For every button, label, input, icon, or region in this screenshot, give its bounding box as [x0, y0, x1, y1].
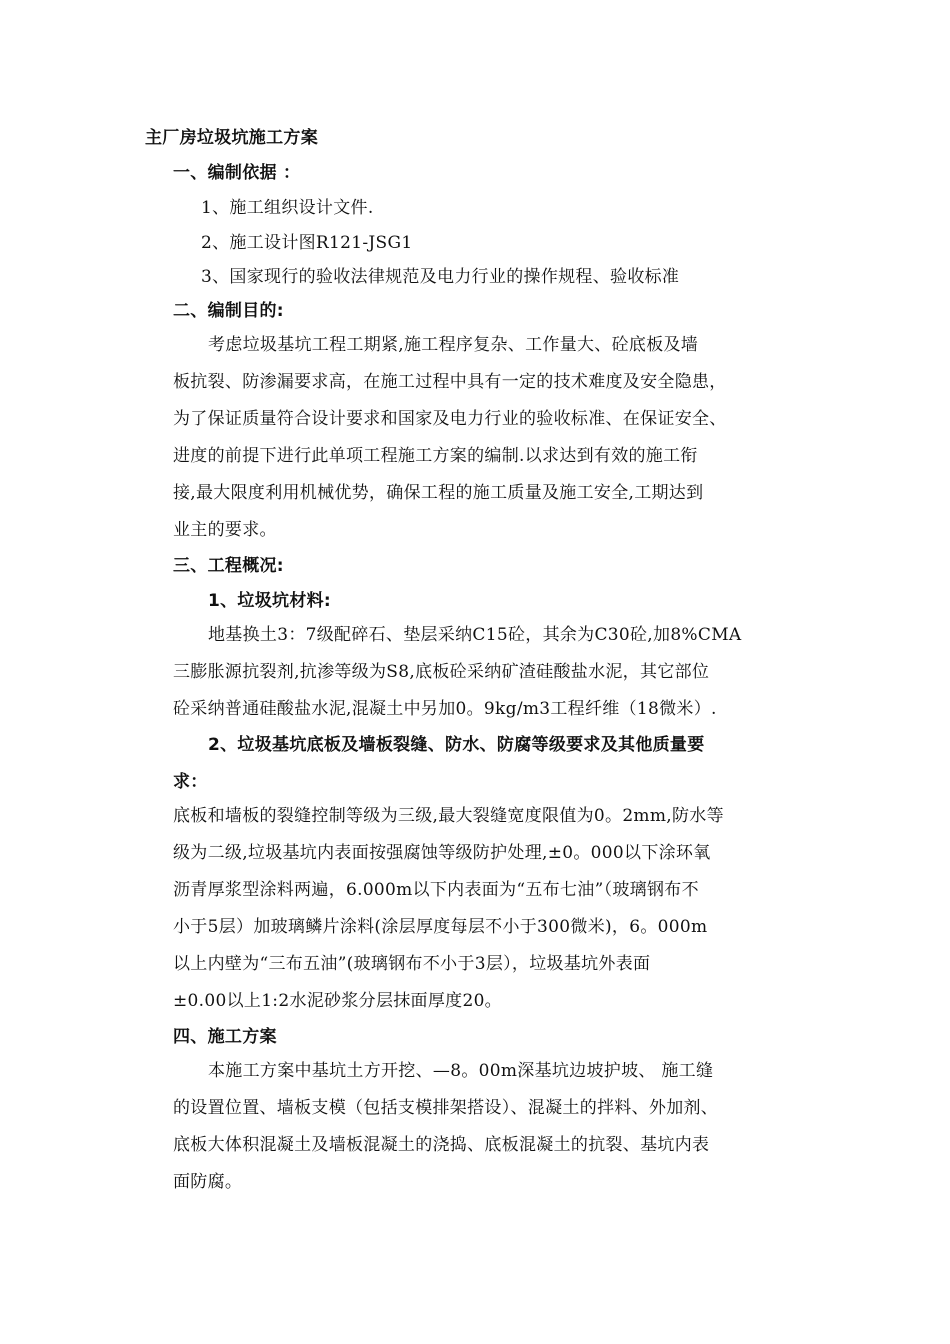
section3-sub1-line: 砼采纳普通硅酸盐水泥,混凝土中另加0。9kg/m3工程纤维（18微米）. — [173, 699, 717, 719]
section3-sub2-line: 底板和墙板的裂缝控制等级为三级,最大裂缝宽度限值为0。2mm,防水等 — [173, 806, 724, 826]
section2-line: 业主的要求。 — [173, 520, 277, 540]
section4-line: 底板大体积混凝土及墙板混凝土的浇捣、底板混凝土的抗裂、基坑内表 — [173, 1135, 710, 1155]
section3-sub2-heading-cont: 求： — [173, 772, 208, 792]
section2-line: 考虑垃圾基坑工程工期紧,施工程序复杂、工作量大、砼底板及墙 — [208, 335, 699, 355]
section3-heading: 三、工程概况: — [173, 556, 284, 576]
section3-sub1-heading: 1、垃圾坑材料: — [208, 591, 332, 611]
section2-line: 接,最大限度利用机械优势，确保工程的施工质量及施工安全,工期达到 — [173, 483, 704, 503]
section4-line: 面防腐。 — [173, 1172, 243, 1192]
section2-line: 进度的前提下进行此单项工程施工方案的编制.以求达到有效的施工衔 — [173, 446, 698, 466]
section2-heading: 二、编制目的: — [173, 301, 284, 321]
section3-sub1-line: 三膨胀源抗裂剂,抗渗等级为S8,底板砼采纳矿渣硅酸盐水泥，其它部位 — [173, 662, 710, 682]
section3-sub2-line: 沥青厚浆型涂料两遍，6.000m以下内表面为“五布七油”（玻璃钢布不 — [173, 880, 699, 900]
section3-sub2-line: 小于5层）加玻璃鳞片涂料(涂层厚度每层不小于300微米)，6。000m — [173, 917, 708, 937]
section1-item: 2、施工设计图R121-JSG1 — [201, 233, 413, 253]
section3-sub2-line: 以上内壁为“三布五油”(玻璃钢布不小于3层），垃圾基坑外表面 — [173, 954, 651, 974]
document-title: 主厂房垃圾坑施工方案 — [145, 128, 318, 148]
section2-line: 为了保证质量符合设计要求和国家及电力行业的验收标准、在保证安全、 — [173, 409, 727, 429]
section2-line: 板抗裂、防渗漏要求高，在施工过程中具有一定的技术难度及安全隐患， — [173, 372, 727, 392]
section4-heading: 四、施工方案 — [173, 1027, 277, 1047]
section3-sub2-line: 级为二级,垃圾基坑内表面按强腐蚀等级防护处理,±0。000以下涂环氧 — [173, 843, 711, 863]
section1-item: 1、施工组织设计文件. — [201, 198, 374, 218]
section3-sub2-heading: 2、垃圾基坑底板及墙板裂缝、防水、防腐等级要求及其他质量要 — [208, 735, 705, 755]
section3-sub1-line: 地基换土3：7级配碎石、垫层采纳C15砼，其余为C30砼,加8%CMA — [208, 625, 742, 645]
section1-item: 3、国家现行的验收法律规范及电力行业的操作规程、验收标准 — [201, 267, 680, 287]
section1-heading: 一、编制依据 ： — [173, 163, 301, 183]
section4-line: 的设置位置、墙板支模（包括支模排架搭设）、混凝土的拌料、外加剂、 — [173, 1098, 719, 1118]
section4-line: 本施工方案中基坑土方开挖、—8。00m深基坑边坡护坡、 施工缝 — [208, 1061, 714, 1081]
section3-sub2-line: ±0.00以上1:2水泥砂浆分层抹面厚度20。 — [173, 991, 502, 1011]
